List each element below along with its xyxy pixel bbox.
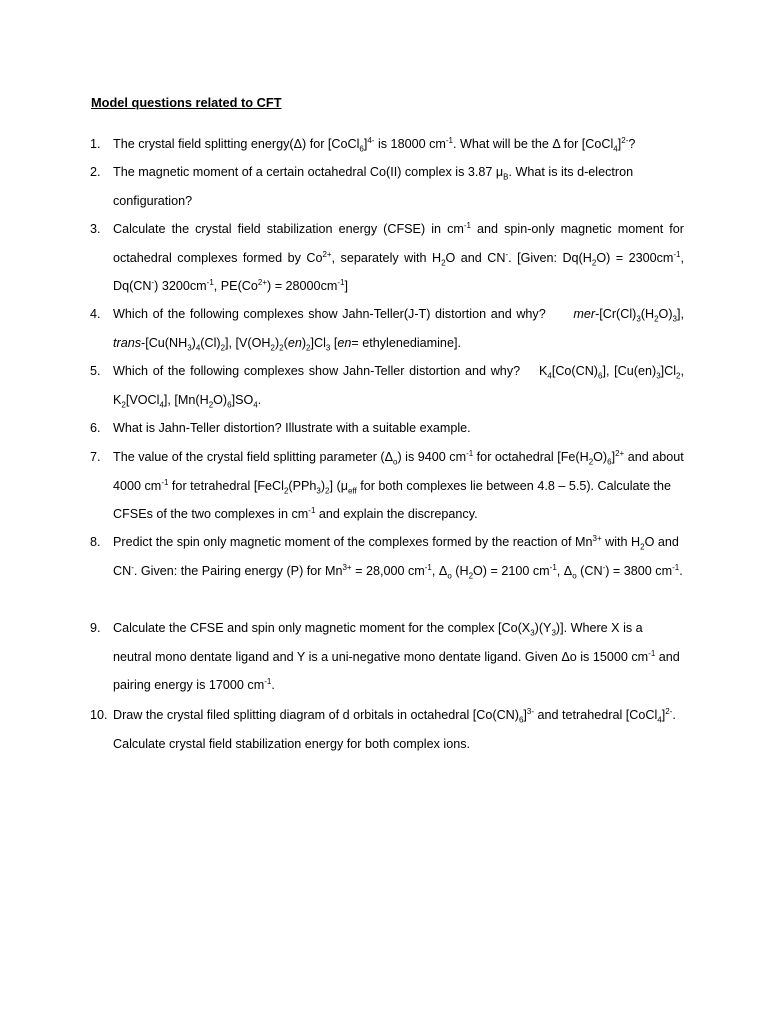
question-text: Predict the spin only magnetic moment of the complexes formed by the reaction of $Mn^{3+}$ with $H_2O$ and CN-. Given: the Pairing energy (P) for $Mn^{3+} = 28,000$ $cm^{-1}$, $\Delta_o$ $(H_2O) = 2100$ $cm^{-1}$, $\Delta_o$ (CN-) = 3800 $cm^{-1}$. [113,533,683,581]
question-number: 6. [90,421,101,435]
question-text: Calculate the CFSE and spin only magnetic moment for the complex $[Co(X_3)(Y_3)]$. Where X is a neutral mono dentate ligand and Y is a uni-negative mono dentate ligand. Given Δo is 15000 $cm^{-1}$ and pairing energy is 17000 $cm^{-1}$. [113,621,680,692]
question-number: 10. [90,708,108,722]
question-text: Draw the crystal filed splitting diagram of d orbitals in octahedral $[Co(CN)_6]^{3-}$ and tetrahedral [CoCl$_4$]$^{2-}$. Calculate crystal field stabilization energy for both complex ions. [113,706,676,751]
question-number: 7. [90,450,101,464]
question-number: 1. [90,137,101,151]
question-5 [90,357,684,414]
question-4 [90,300,684,357]
question-7 [90,443,684,529]
question-number: 4. [90,307,101,321]
question-text: The value of the crystal field splitting parameter $(\Delta_o)$ is 9400 $cm^{-1}$ for octahedral $[Fe(H_2O)_6]^{2+}$ and about 4000 $cm^{-1}$ for tetrahedral $[FeCl_2(PPh_3)_2]$ ($\mu_{eff}$ for both complexes lie between 4.8 – 5.5). Calculate the CFSEs of the two complexes in $cm^{-1}$ and explain the discrepancy. [113,448,684,521]
question-text: What is Jahn-Teller distortion? Illustrate with a suitable example. [113,421,471,435]
question-8 [90,528,684,585]
question-2 [90,158,684,215]
question-6 [90,414,684,443]
question-1 [90,130,684,159]
question-text: The magnetic moment of a certain octahedral Co(II) complex is 3.87 $\mu_B$. What is its d-electron configuration? [113,165,634,208]
question-text: Which of the following complexes show Jahn-Teller(J-T) distortion and why? mer-$[Cr(Cl)_3(H_2O)_3]$, trans-$[Cu(NH_3)_4(Cl)_2]$, $[V(OH_2)_2(en)_2]Cl_3$ [en= ethylenediamine]. [113,307,684,353]
question-text: The crystal field splitting energy(Δ) for [CoCl$_6$]$^{4-}$ is 18000 $cm^{-1}$. What will be the Δ for [CoCl$_4$]$^{2-}$? [113,135,636,154]
question-number: 2. [90,165,101,179]
question-number: 9. [90,621,101,635]
question-3 [90,215,684,301]
question-number: 8. [90,535,101,549]
question-text: Calculate the crystal field stabilization energy (CFSE) in $cm^{-1}$ and spin-only magnetic moment for octahedral complexes formed by $Co^{2+}$, separately with $H_2O$ and CN-. [Given: $Dq(H_2O) = 2300cm^{-1}$, Dq(CN-) $3200cm^{-1}$, $PE(Co^{2+}) = 28000cm^{-1}$] [113,220,685,293]
question-9 [90,614,684,700]
question-10 [90,701,684,758]
question-number: 3. [90,222,101,236]
question-number: 5. [90,364,101,378]
question-text: Which of the following complexes show Jahn-Teller distortion and why? $K_4[Co(CN)_6]$, $[Cu(en)_3]Cl_2$, $K_2[VOCl_4]$, $[Mn(H_2O)_6]SO_4$. [113,364,684,410]
page-title: Model questions related to CFT [91,95,282,110]
